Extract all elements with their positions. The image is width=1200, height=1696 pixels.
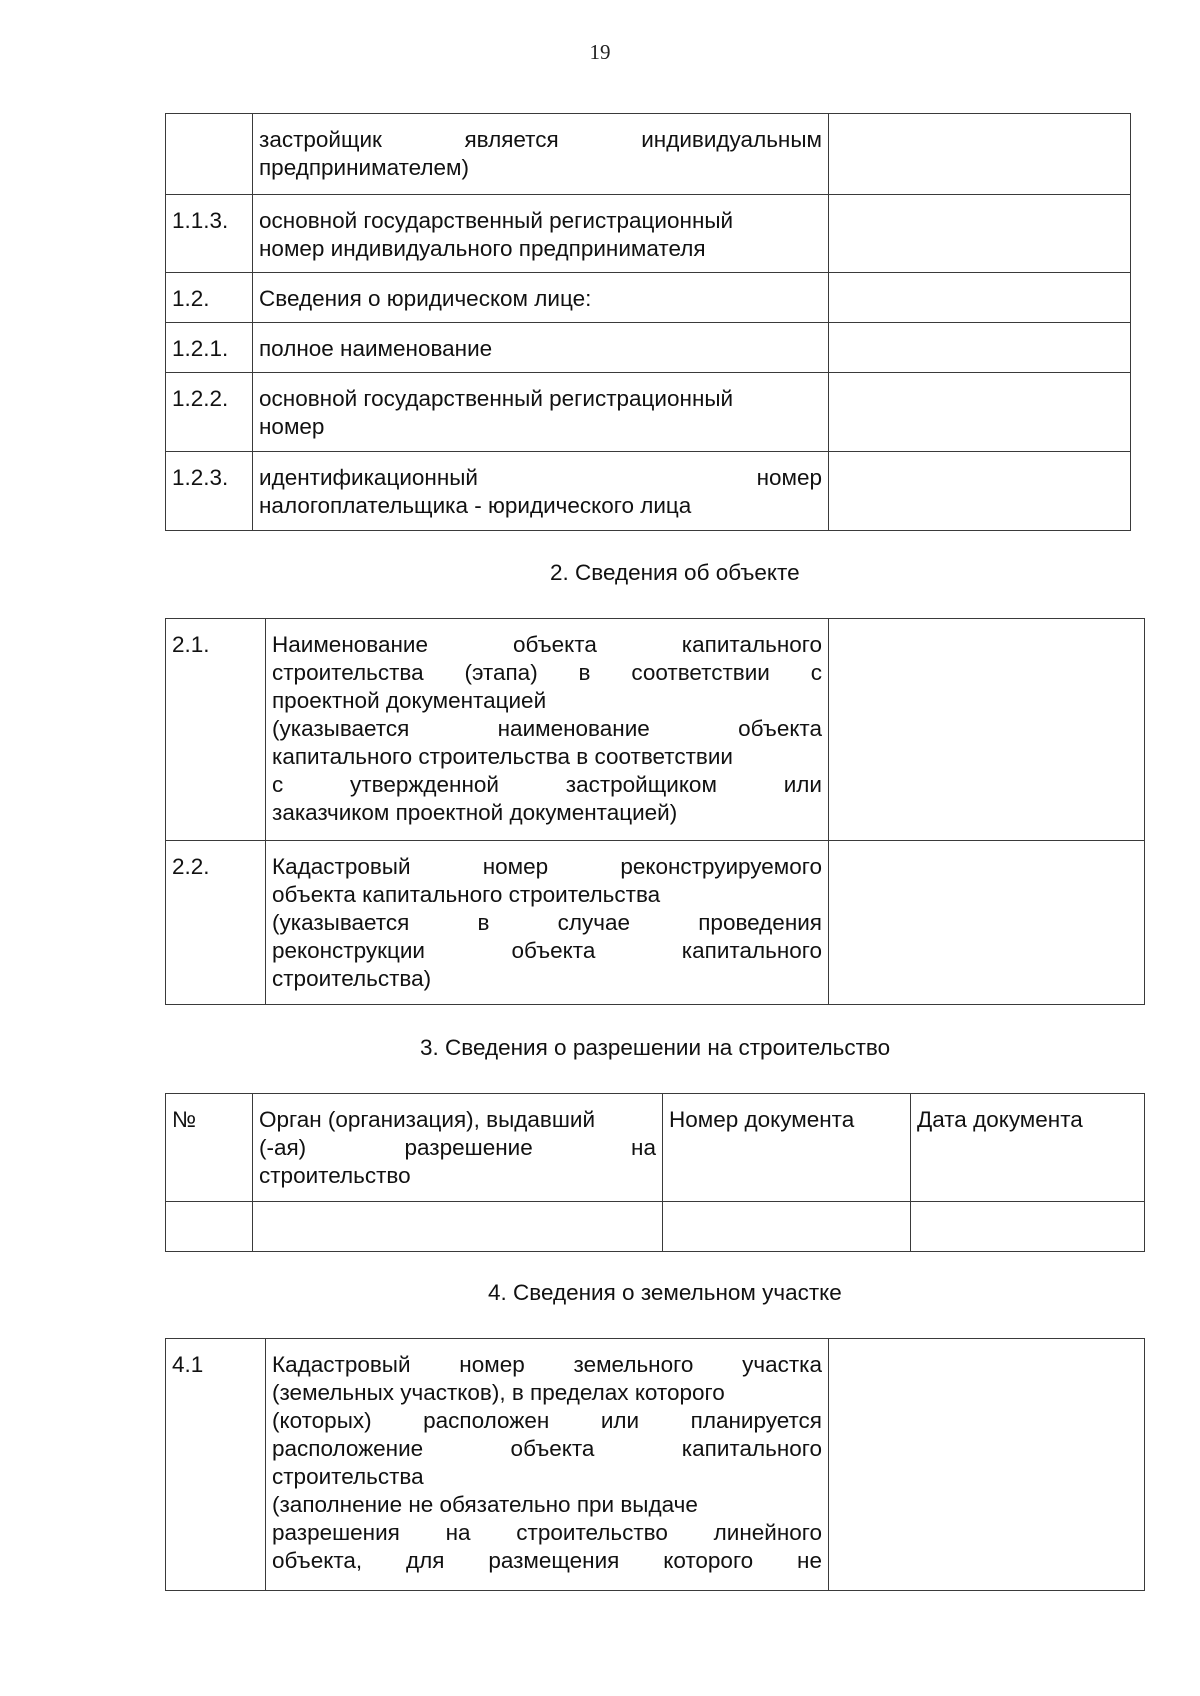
value-cell[interactable]: [829, 373, 1131, 452]
table-row: [166, 619, 1145, 841]
row-number: 1.2.2.: [166, 373, 253, 452]
value-cell[interactable]: [829, 273, 1131, 323]
table-row: [166, 841, 1145, 1005]
doc-date-cell[interactable]: [911, 1202, 1145, 1252]
object-info-table: [165, 618, 1145, 1005]
row-label: основной государственный регистрационный номер индивидуального предпринимателя: [253, 195, 829, 273]
row-label: Наименование объекта капитального строительства (этапа) в соответствии с проектной документацией (указывается наименование объекта капитального строительства в соответствии с утвержденной застройщиком или заказчиком проектной документацией): [266, 619, 829, 841]
row-number: 4.1: [166, 1339, 266, 1591]
column-header-doc-number: Номер документа: [663, 1094, 911, 1202]
land-plot-info-table: [165, 1338, 1145, 1591]
row-number: 1.2.3.: [166, 452, 253, 531]
row-label: идентификационный номер налогоплательщика - юридического лица: [253, 452, 829, 531]
row-number: 1.1.3.: [166, 195, 253, 273]
row-label: застройщик является индивидуальным предпринимателем): [253, 114, 829, 195]
value-cell[interactable]: [829, 841, 1145, 1005]
table-header-row: [166, 1094, 1145, 1202]
value-cell[interactable]: [829, 323, 1131, 373]
row-label: основной государственный регистрационный номер: [253, 373, 829, 452]
row-number: 2.2.: [166, 841, 266, 1005]
page-number: 19: [589, 40, 611, 64]
value-cell[interactable]: [829, 1339, 1145, 1591]
section-title: 4. Сведения о земельном участке: [488, 1280, 842, 1305]
column-header-doc-date: Дата документа: [911, 1094, 1145, 1202]
table-row: [166, 114, 1131, 195]
table-row: [166, 1339, 1145, 1591]
row-number: 1.2.: [166, 273, 253, 323]
row-label: Кадастровый номер реконструируемого объекта капитального строительства (указывается в случае проведения реконструкции объекта капитального строительства): [266, 841, 829, 1005]
row-label: Кадастровый номер земельного участка (земельных участков), в пределах которого (которых) расположен или планируется расположение объекта капитального строительства (заполнение не обязательно при выдаче разрешения на строительство линейного объекта, для размещения которого не: [266, 1339, 829, 1591]
value-cell[interactable]: [829, 114, 1131, 195]
organ-cell[interactable]: [253, 1202, 663, 1252]
value-cell[interactable]: [829, 195, 1131, 273]
doc-number-cell[interactable]: [663, 1202, 911, 1252]
row-label: Сведения о юридическом лице:: [253, 273, 829, 323]
value-cell[interactable]: [829, 452, 1131, 531]
applicant-info-table: [165, 113, 1131, 531]
column-header-organ: Орган (организация), выдавший (-ая) разрешение на строительство: [253, 1094, 663, 1202]
column-header-number: №: [166, 1094, 253, 1202]
row-number: 2.1.: [166, 619, 266, 841]
table-row: [166, 323, 1131, 373]
row-number: 1.2.1.: [166, 323, 253, 373]
section-title: 2. Сведения об объекте: [550, 560, 800, 585]
row-number[interactable]: [166, 1202, 253, 1252]
row-label: полное наименование: [253, 323, 829, 373]
table-row: [166, 273, 1131, 323]
permit-info-table: [165, 1093, 1145, 1252]
table-row: [166, 195, 1131, 273]
row-number: [166, 114, 253, 195]
table-row: [166, 373, 1131, 452]
value-cell[interactable]: [829, 619, 1145, 841]
table-row: [166, 452, 1131, 531]
section-title: 3. Сведения о разрешении на строительство: [420, 1035, 891, 1060]
table-row: [166, 1202, 1145, 1252]
